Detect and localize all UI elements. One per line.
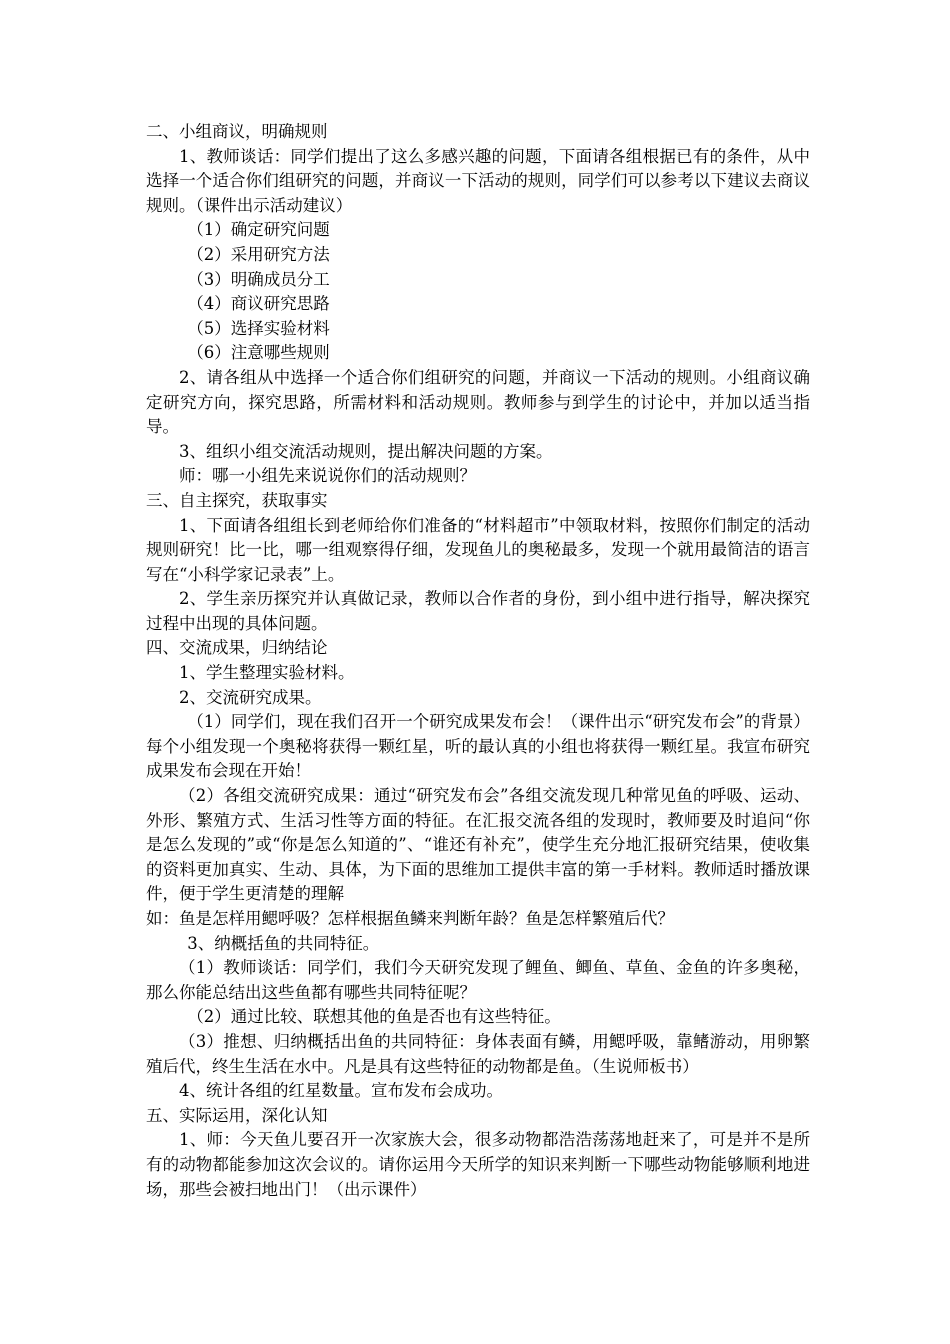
paragraph: 3、组织小组交流活动规则，提出解决问题的方案。 xyxy=(179,441,553,461)
paragraph: 2、请各组从中选择一个适合你们组研究的问题，并商议一下活动的规则。小组商议确定研究方向，探究思路，所需材料和活动规则。教师参与到学生的讨论中，并加以适当指导。 xyxy=(146,367,810,437)
section-heading: 二、小组商议，明确规则 xyxy=(146,122,328,141)
paragraph: （2）采用研究方法 xyxy=(187,244,330,264)
section-heading: 四、交流成果，归纳结论 xyxy=(146,638,328,658)
paragraph: （5）选择实验材料 xyxy=(187,318,330,338)
paragraph: 师：哪一小组先来说说你们的活动规则？ xyxy=(179,466,476,486)
section-heading: 三、自主探究，获取事实 xyxy=(146,490,328,510)
paragraph: 1、教师谈话：同学们提出了这么多感兴趣的问题，下面请各组根据已有的条件，从中选择一个适合你们组研究的问题，并商议一下活动的规则，同学们可以参考以下建议去商议规则。（课件出示活动建议） xyxy=(146,146,810,215)
section-heading: 五、实际运用，深化认知 xyxy=(146,1105,328,1125)
paragraph: 1、学生整理实验材料。 xyxy=(179,663,355,683)
paragraph: 3、纳概括鱼的共同特征。 xyxy=(187,933,380,953)
paragraph: （2）通过比较、联想其他的鱼是否也有这些特征。 xyxy=(187,1007,561,1027)
paragraph: 2、交流研究成果。 xyxy=(179,687,322,707)
paragraph: 如：鱼是怎样用鳃呼吸？怎样根据鱼鳞来判断年龄？鱼是怎样繁殖后代？ xyxy=(146,909,674,928)
paragraph: （1）教师谈话：同学们，我们今天研究发现了鲤鱼、鲫鱼、草鱼、金鱼的许多奥秘，那么你能总结出这些鱼都有哪些共同特征呢？ xyxy=(146,958,810,1002)
paragraph: （2）各组交流研究成果：通过“研究发布会”各组交流发现几种常见鱼的呼吸、运动、外形、繁殖方式、生活习性等方面的特征。在汇报交流各组的发现时，教师要及时追问“你是怎么发现的”或“你是怎么知道的”、“谁还有补充”，使学生充分地汇报研究结果，使收集的资料更加真实、生动、具体，为下面的思维加工提供丰富的第一手材料。教师适时播放课件，便于学生更清楚的理解 xyxy=(146,786,810,904)
paragraph: （3）推想、归纳概括出鱼的共同特征：身体表面有鳞，用鳃呼吸，靠鳍游动，用卵繁殖后代，终生生活在水中。凡是具有这些特征的动物都是鱼。（生说师板书） xyxy=(146,1031,810,1076)
paragraph: 2、学生亲历探究并认真做记录，教师以合作者的身份，到小组中进行指导，解决探究过程中出现的具体问题。 xyxy=(146,589,810,633)
paragraph: 1、下面请各组组长到老师给你们准备的“材料超市”中领取材料，按照你们制定的活动规则研究！比一比，哪一组观察得仔细，发现鱼儿的奥秘最多，发现一个就用最简洁的语言写在“小科学家记录表”上。 xyxy=(146,515,810,584)
paragraph: （4）商议研究思路 xyxy=(187,294,330,314)
paragraph: （1）确定研究问题 xyxy=(187,220,330,240)
paragraph: 4、统计各组的红星数量。宣布发布会成功。 xyxy=(179,1081,503,1101)
document-page xyxy=(146,120,810,1202)
paragraph: （3）明确成员分工 xyxy=(187,269,330,289)
paragraph: 1、师：今天鱼儿要召开一次家族大会，很多动物都浩浩荡荡地赶来了，可是并不是所有的动物都能参加这次会议的。请你运用今天所学的知识来判断一下哪些动物能够顺利地进场，那些会被扫地出门！（出示课件） xyxy=(146,1130,810,1199)
paragraph: （1）同学们，现在我们召开一个研究成果发布会！（课件出示“研究发布会”的背景）每个小组发现一个奥秘将获得一颗红星，听的最认真的小组也将获得一颗红星。我宣布研究成果发布会现在开始！ xyxy=(146,712,810,781)
paragraph: （6）注意哪些规则 xyxy=(187,343,330,363)
